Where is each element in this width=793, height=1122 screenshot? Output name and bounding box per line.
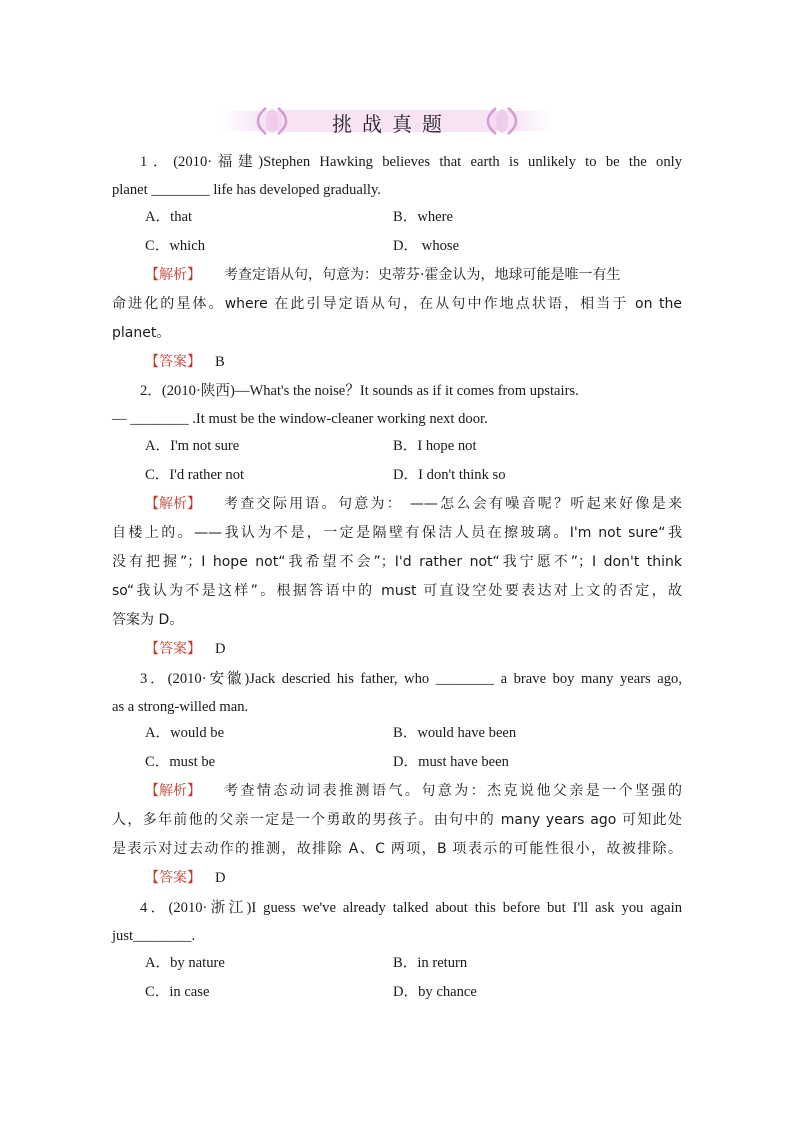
q1-option-a: A．that xyxy=(145,209,193,225)
q3-option-d: D．must have been xyxy=(393,754,509,770)
q3-option-a: A．would be xyxy=(145,725,225,741)
q1-analysis-line1: 考查定语从句，句意为：史蒂芬·霍金认为，地球可能是唯一有生 xyxy=(224,267,621,283)
q3-analysis-row xyxy=(145,781,201,801)
q1-option-c: C．which xyxy=(145,238,205,254)
q2-analysis-line2: 自楼上的。——我认为不是，一定是隔壁有保洁人员在擦玻璃。I'm not sure“我 xyxy=(112,525,682,541)
q1-analysis-row xyxy=(145,265,201,285)
q1-answer-label: 【答案】 xyxy=(145,354,201,370)
q2-analysis-line3: 没有把握”；I hope not“我希望不会”；I'd rather not“我宁愿不”；I don't think xyxy=(112,554,682,570)
q3-answer-row xyxy=(145,868,226,888)
q3-answer-value: D xyxy=(215,870,226,886)
q2-answer-label: 【答案】 xyxy=(145,641,201,657)
q3-stem-line1: 3．(2010·安徽)Jack descried his father, who ________ a brave boy many years ago, xyxy=(140,671,682,687)
q3-option-b: B．would have been xyxy=(393,725,517,741)
q2-option-a: A．I'm not sure xyxy=(145,438,240,454)
q4-option-a: A．by nature xyxy=(145,955,225,971)
q2-analysis-label: 【解析】 xyxy=(145,496,201,512)
q1-analysis-label: 【解析】 xyxy=(145,267,201,283)
q1-stem-line1: 1．(2010·福建)Stephen Hawking believes that earth is unlikely to be the only xyxy=(140,154,682,170)
q3-option-c: C．must be xyxy=(145,754,216,770)
q4-option-c: C．in case xyxy=(145,984,210,1000)
q3-analysis-line2: 人，多年前他的父亲一定是一个勇敢的男孩子。由句中的 many years ago 可知此处 xyxy=(112,812,682,828)
q1-stem-line2: planet ________ life has developed gradually. xyxy=(112,182,381,198)
q1-analysis-line3: planet。 xyxy=(112,325,171,341)
q4-option-b: B．in return xyxy=(393,955,468,971)
q2-analysis-row xyxy=(145,494,201,514)
q2-analysis-line1: 考查交际用语。句意为： ——怎么会有噪音呢？听起来好像是来 xyxy=(224,496,682,512)
q3-analysis-label: 【解析】 xyxy=(145,783,201,799)
q1-answer-value: B xyxy=(215,354,225,370)
q2-option-b: B．I hope not xyxy=(393,438,477,454)
q1-option-b: B．where xyxy=(393,209,453,225)
q2-analysis-line4: so“我认为不是这样”。根据答语中的 must 可直设空处要表达对上文的否定，故 xyxy=(112,583,682,599)
section-title: 挑战真题 xyxy=(332,112,452,136)
q3-answer-label: 【答案】 xyxy=(145,870,201,886)
q4-option-d: D．by chance xyxy=(393,984,477,1000)
q3-analysis-line3: 是表示对过去动作的推测，故排除 A、C 两项，B 项表示的可能性很小，故被排除。 xyxy=(112,841,682,857)
q2-option-c: C．I'd rather not xyxy=(145,467,245,483)
q2-answer-value: D xyxy=(215,641,226,657)
q3-stem-line2: as a strong-willed man. xyxy=(112,699,249,715)
q3-analysis-line1: 考查情态动词表推测语气。句意为：杰克说他父亲是一个坚强的 xyxy=(224,783,682,799)
q2-answer-row xyxy=(145,639,226,659)
q4-stem-line1: 4．(2010·浙江)I guess we've already talked about this before but I'll ask you again xyxy=(140,900,682,916)
q1-analysis-line2: 命进化的星体。where 在此引导定语从句，在从句中作地点状语，相当于 on the xyxy=(112,296,682,312)
q2-analysis-line5: 答案为 D。 xyxy=(112,612,184,628)
q1-answer-row xyxy=(145,352,225,372)
q2-stem-line2: — ________ .It must be the window-cleaner working next door. xyxy=(112,411,488,427)
section-banner xyxy=(222,102,552,140)
q2-option-d: D．I don't think so xyxy=(393,467,506,483)
q2-stem-line1: 2．(2010·陕西)—What's the noise？It sounds as if it comes from upstairs. xyxy=(140,383,579,399)
q1-option-d: D． whose xyxy=(393,238,460,254)
q4-stem-line2: just________. xyxy=(112,928,196,944)
